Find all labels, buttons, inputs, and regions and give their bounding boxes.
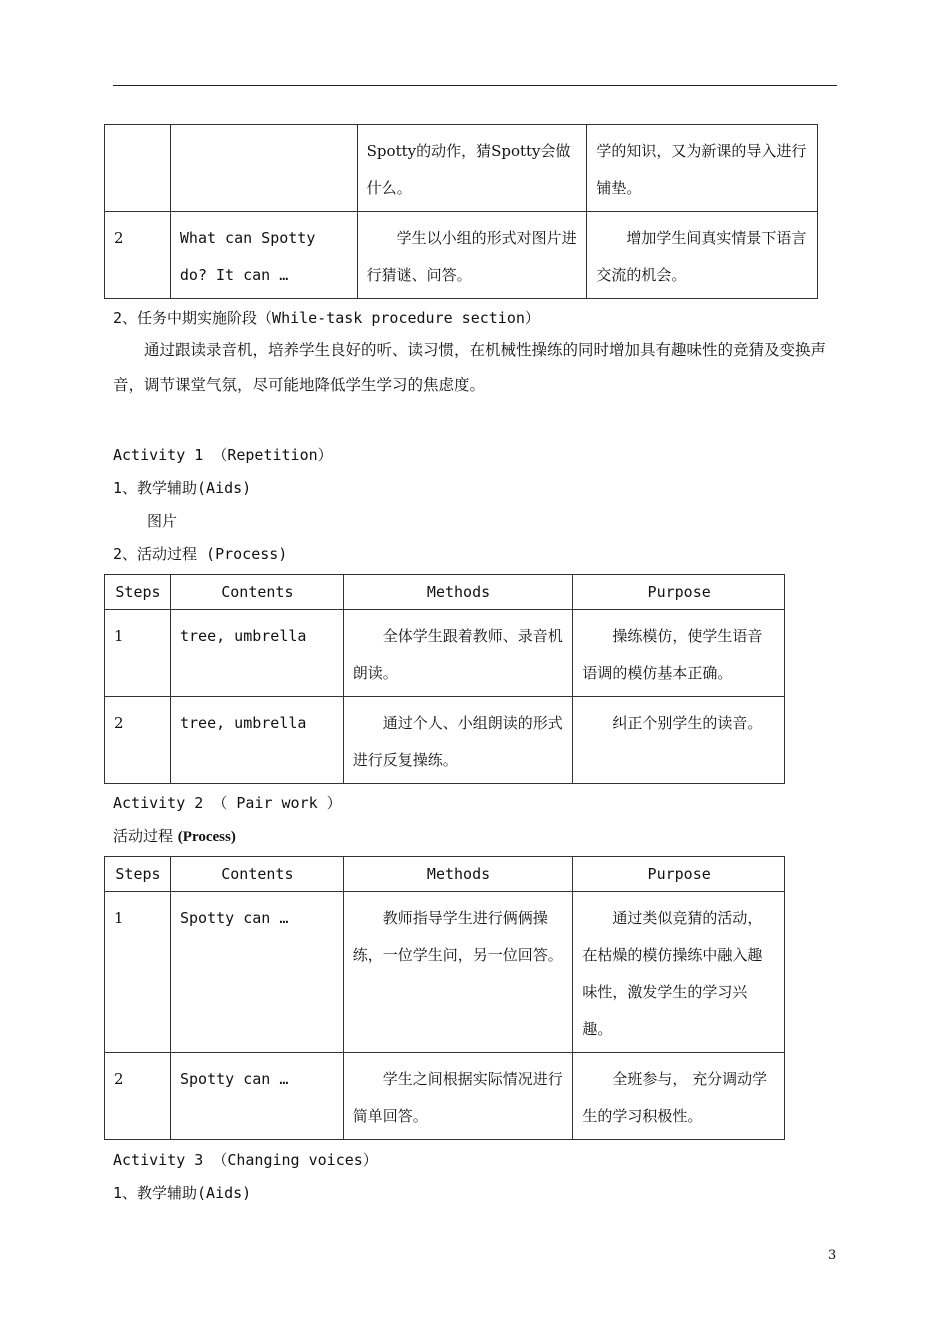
activity2-process-heading: [113, 825, 236, 846]
method-cell: 通过个人、小组朗读的形式进行反复操练。: [343, 697, 573, 784]
purpose-cell: 操练模仿，使学生语音语调的模仿基本正确。: [573, 610, 785, 697]
table-row: [105, 610, 785, 697]
section-paragraph: 通过跟读录音机，培养学生良好的听、读习惯，在机械性操练的同时增加具有趣味性的竞猜及变换声音，调节课堂气氛，尽可能地降低学生学习的焦虑度。: [113, 341, 827, 394]
header-rule: [113, 85, 837, 86]
purpose-cell: 纠正个别学生的读音。: [573, 697, 785, 784]
header-contents: Contents: [170, 857, 343, 892]
page-number: 3: [828, 1248, 837, 1263]
section-heading: 2、任务中期实施阶段（While-task procedure section）: [113, 309, 540, 327]
method-cell: 全体学生跟着教师、录音机朗读。: [343, 610, 573, 697]
table-activity2: [104, 856, 785, 1140]
header-steps: Steps: [105, 857, 171, 892]
process-heading-cn: 活动过程: [113, 827, 174, 845]
header-purpose: Purpose: [573, 857, 785, 892]
header-steps: Steps: [105, 575, 171, 610]
purpose-cell: 通过类似竞猜的活动，在枯燥的模仿操练中融入趣味性，激发学生的学习兴趣。: [573, 892, 785, 1053]
content-cell: Spotty can …: [170, 1053, 343, 1140]
method-cell: Spotty的动作，猜Spotty会做什么。: [357, 125, 587, 212]
content-cell: [170, 125, 357, 212]
step-cell: 1: [105, 892, 171, 1053]
header-purpose: Purpose: [573, 575, 785, 610]
activity3-aids-heading: 1、教学辅助(Aids): [113, 1184, 252, 1202]
content-cell: Spotty can …: [170, 892, 343, 1053]
header-methods: Methods: [343, 857, 573, 892]
process-heading-en: (Process): [177, 829, 236, 845]
content-cell: tree, umbrella: [170, 697, 343, 784]
header-contents: Contents: [170, 575, 343, 610]
activity1-aids-item: 图片: [147, 512, 178, 530]
header-methods: Methods: [343, 575, 573, 610]
purpose-cell: 学的知识，又为新课的导入进行铺垫。: [587, 125, 818, 212]
step-cell: 2: [105, 697, 171, 784]
table-row: [105, 212, 818, 299]
method-cell: 学生以小组的形式对图片进行猜谜、问答。: [357, 212, 587, 299]
activity1-aids-heading: 1、教学辅助(Aids): [113, 479, 252, 497]
activity1-title: Activity 1 （Repetition）: [113, 446, 333, 464]
table-header-row: [105, 857, 785, 892]
purpose-cell: 增加学生间真实情景下语言交流的机会。: [587, 212, 818, 299]
table-row: [105, 125, 818, 212]
method-cell: 教师指导学生进行俩俩操练，一位学生问，另一位回答。: [343, 892, 573, 1053]
step-cell: 1: [105, 610, 171, 697]
table-row: [105, 697, 785, 784]
step-cell: 2: [105, 1053, 171, 1140]
table-header-row: [105, 575, 785, 610]
table-activity1: [104, 574, 785, 784]
step-cell: 2: [105, 212, 171, 299]
activity2-title: Activity 2 （ Pair work ）: [113, 794, 342, 812]
content-cell: tree, umbrella: [170, 610, 343, 697]
step-cell: [105, 125, 171, 212]
activity3-title: Activity 3 （Changing voices）: [113, 1151, 378, 1169]
table-row: [105, 1053, 785, 1140]
method-cell: 学生之间根据实际情况进行简单回答。: [343, 1053, 573, 1140]
purpose-cell: 全班参与， 充分调动学生的学习积极性。: [573, 1053, 785, 1140]
table-row: [105, 892, 785, 1053]
table-top: [104, 124, 818, 299]
activity1-process-heading: 2、活动过程 (Process): [113, 545, 288, 563]
content-cell: What can Spotty do? It can …: [170, 212, 357, 299]
